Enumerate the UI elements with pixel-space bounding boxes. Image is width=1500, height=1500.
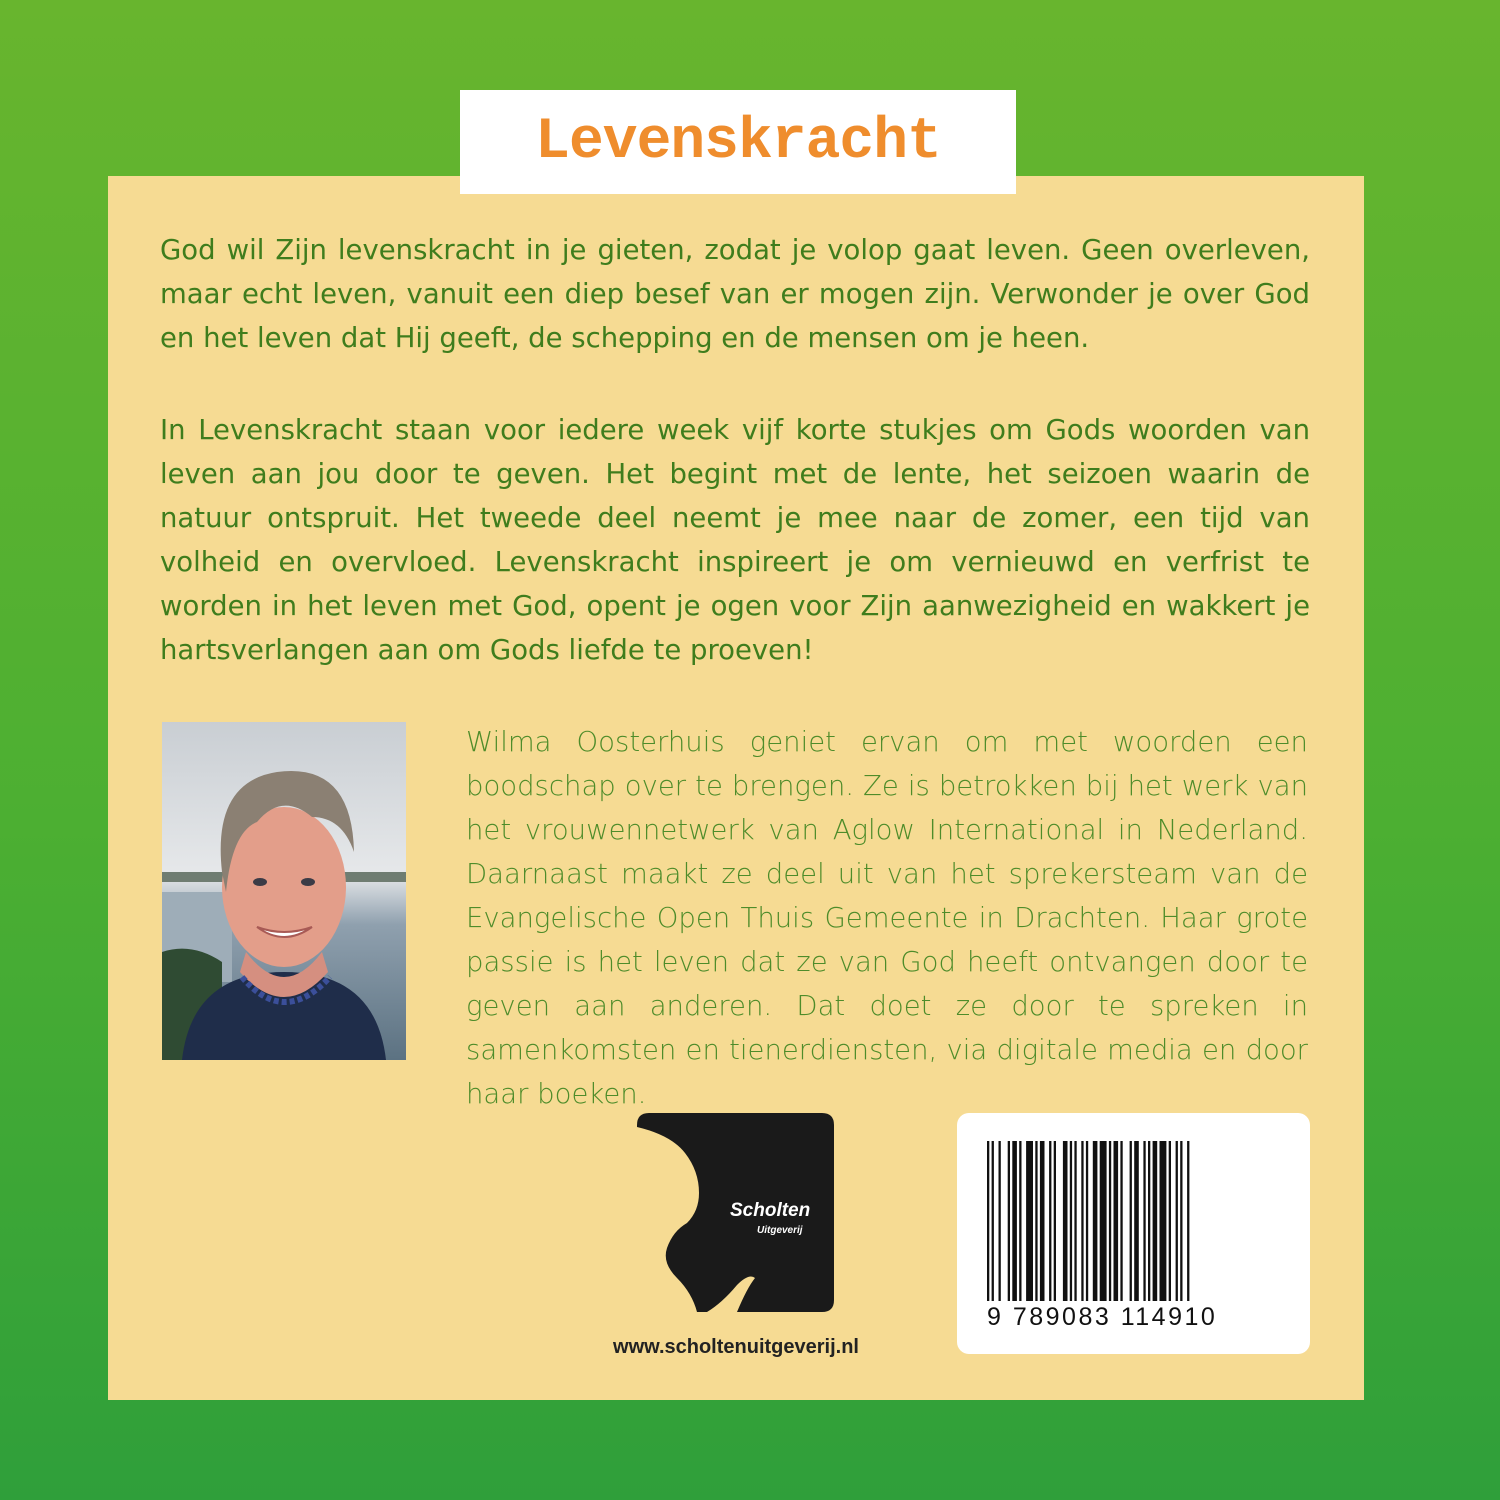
book-title: Levenskracht: [535, 109, 941, 175]
barcode-bar: [1180, 1141, 1182, 1301]
barcode-bar: [1035, 1141, 1037, 1301]
barcode-bar: [1143, 1141, 1145, 1301]
barcode-bar: [1176, 1141, 1178, 1301]
author-bio: Wilma Oosterhuis geniet ervan om met woorden een boodschap over te brengen. Ze is betrokken bij het werk van het vrouwennetwerk van Aglow International in Nederland. Daarnaast maakt ze deel uit van het sprekersteam van de Evangelische Open Thuis Gemeente in Drachten. Haar grote passie is het leven dat ze van God heeft ontvangen door te geven aan anderen. Dat doet ze door te spreken in samenkomsten en tienerdiensten, via digitale media en door haar boeken.: [466, 726, 1308, 1110]
barcode-bar: [1169, 1141, 1171, 1301]
barcode-bar: [1074, 1141, 1076, 1301]
barcode-bar: [1012, 1141, 1017, 1301]
barcode-bar: [1093, 1141, 1098, 1301]
logo-sub: Uitgeverij: [757, 1225, 803, 1236]
isbn-barcode: [957, 1113, 1310, 1354]
barcode-bar: [1100, 1141, 1107, 1301]
barcode-bar: [1134, 1141, 1139, 1301]
barcode-bar: [1187, 1141, 1189, 1301]
barcode-bar: [1130, 1141, 1132, 1301]
author-photo: [162, 722, 406, 1060]
barcode-bar: [1081, 1141, 1083, 1301]
title-tab: [460, 90, 1016, 194]
barcode-bar: [1063, 1141, 1068, 1301]
barcode-bar: [1153, 1141, 1158, 1301]
barcode-bar: [1114, 1141, 1119, 1301]
barcode-bar: [1070, 1141, 1072, 1301]
publisher-logo: [637, 1113, 834, 1312]
barcode-bar: [1040, 1141, 1045, 1301]
isbn-number: 9 789083 114910: [987, 1303, 1218, 1331]
barcode-bar: [1049, 1141, 1051, 1301]
publisher-website[interactable]: www.scholtenuitgeverij.nl: [613, 1336, 859, 1358]
barcode-bar: [1019, 1141, 1021, 1301]
barcode-bar: [1054, 1141, 1056, 1301]
logo-name: Scholten: [730, 1200, 811, 1221]
barcode-bars: [987, 1141, 1279, 1301]
blurb-paragraph-2: In Levenskracht staan voor iedere week vijf korte stukjes om Gods woorden van leven aan jou door te geven. Het begint met de lente, het seizoen waarin de natuur ontspruit. Het tweede deel neemt je mee naar de zomer, een tijd van volheid en overvloed. Levenskracht inspireert je om vernieuwd en verfrist te worden in het leven met God, opent je ogen voor Zijn aanwezigheid en wakkert je hartsverlangen aan om Gods liefde te proeven!: [160, 414, 1310, 666]
barcode-bar: [1120, 1141, 1122, 1301]
barcode-bar: [1160, 1141, 1167, 1301]
blurb-paragraph-1: God wil Zijn levenskracht in je gieten, zodat je volop gaat leven. Geen overleven, maar echt leven, vanuit een diep besef van er mogen zijn. Verwonder je over God en het leven dat Hij geeft, de schepping en de mensen om je heen.: [160, 234, 1310, 354]
barcode-bar: [987, 1141, 989, 1301]
barcode-bar: [1148, 1141, 1150, 1301]
barcode-bar: [1086, 1141, 1088, 1301]
barcode-bar: [1026, 1141, 1033, 1301]
barcode-bar: [1008, 1141, 1010, 1301]
barcode-bar: [1109, 1141, 1111, 1301]
barcode-bar: [992, 1141, 994, 1301]
barcode-bar: [999, 1141, 1001, 1301]
